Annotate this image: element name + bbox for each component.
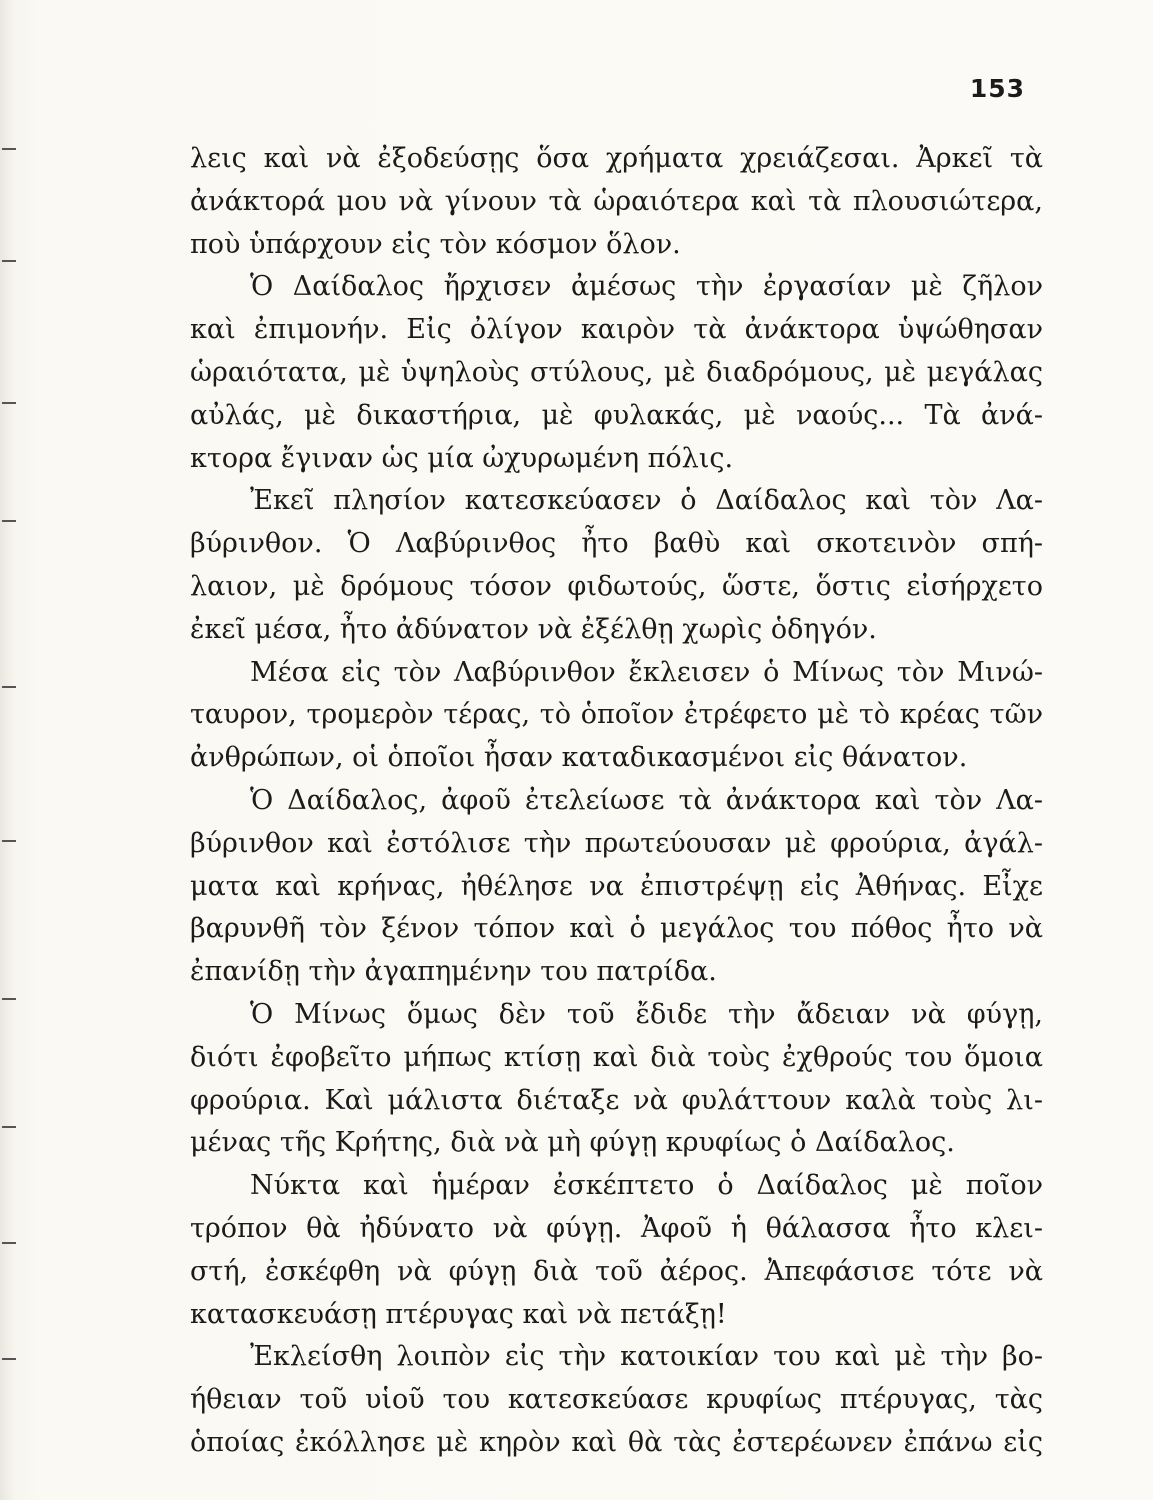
page-number: 153: [969, 74, 1025, 103]
text-line: Ὁ Δαίδαλος ἤρχισεν ἀμέσως τὴν ἐργασίαν μὲ ζῆλον: [250, 271, 1043, 303]
text-line: βύρινθον καὶ ἐστόλισε τὴν πρωτεύουσαν μὲ φρούρια, ἀγάλ-: [190, 827, 1043, 859]
text-line: Ἐκεῖ πλησίον κατεσκεύασεν ὁ Δαίδαλος καὶ τὸν Λα-: [250, 485, 1043, 517]
text-line: μένας τῆς Κρήτης, διὰ νὰ μὴ φύγῃ κρυφίως ὁ Δαίδαλος.: [190, 1127, 955, 1159]
text-line: λαιον, μὲ δρόμους τόσον φιδωτούς, ὥστε, ὅστις εἰσήρχετο: [190, 570, 1043, 602]
text-line: βαρυνθῆ τὸν ξένον τόπον καὶ ὁ μεγάλος του πόθος ἦτο νὰ: [190, 913, 1043, 945]
text-line: Νύκτα καὶ ἡμέραν ἐσκέπτετο ὁ Δαίδαλος μὲ ποῖον: [250, 1170, 1043, 1202]
text-line: ήθειαν τοῦ υἱοῦ του κατεσκεύασε κρυφίως πτέρυγας, τὰς: [190, 1384, 1043, 1416]
text-line: βύρινθον. Ὁ Λαβύρινθος ἦτο βαθὺ καὶ σκοτεινὸν σπή-: [190, 528, 1043, 560]
text-line: ἐκεῖ μέσα, ἦτο ἀδύνατον νὰ ἐξέλθῃ χωρὶς ὁδηγόν.: [190, 613, 877, 645]
text-line: ταυρον, τρομερὸν τέρας, τὸ ὁποῖον ἐτρέφετο μὲ τὸ κρέας τῶν: [190, 699, 1043, 731]
text-line: αὐλάς, μὲ δικαστήρια, μὲ φυλακάς, μὲ ναούς... Τὰ ἀνά-: [190, 399, 1043, 431]
text-line: ποὺ ὑπάρχουν εἰς τὸν κόσμον ὅλον.: [190, 228, 681, 260]
text-line: στή, ἐσκέφθη νὰ φύγῃ διὰ τοῦ ἀέρος. Ἀπεφάσισε τότε νὰ: [190, 1255, 1043, 1287]
text-line: ὡραιότατα, μὲ ὑψηλοὺς στύλους, μὲ διαδρόμους, μὲ μεγάλας: [190, 356, 1043, 388]
binding-edge: [0, 120, 18, 1420]
text-line: λεις καὶ νὰ ἐξοδεύσῃς ὅσα χρήματα χρειάζεσαι. Ἀρκεῖ τὰ: [190, 143, 1043, 174]
text-line: τρόπον θὰ ἠδύνατο νὰ φύγῃ. Ἀφοῦ ἡ θάλασσα ἦτο κλει-: [190, 1212, 1043, 1244]
text-line: ματα καὶ κρήνας, ἠθέλησε να ἐπιστρέψῃ εἰς Ἀθήνας. Εἶχε: [190, 870, 1043, 902]
text-line: κατασκευάσῃ πτέρυγας καὶ νὰ πετάξῃ!: [190, 1298, 727, 1330]
text-line: ἐπανίδῃ τὴν ἀγαπημένην του πατρίδα.: [190, 956, 717, 988]
text-line: Μέσα εἰς τὸν Λαβύρινθον ἔκλεισεν ὁ Μίνως τὸν Μινώ-: [250, 656, 1043, 688]
text-line: καὶ ἐπιμονήν. Εἰς ὀλίγον καιρὸν τὰ ἀνάκτορα ὑψώθησαν: [190, 314, 1043, 346]
body-text: [190, 138, 1043, 1465]
text-line: ὁποίας ἐκόλλησε μὲ κηρὸν καὶ θὰ τὰς ἐστερέωνεν ἐπάνω εἰς: [190, 1426, 1043, 1458]
text-line: διότι ἐφοβεῖτο μήπως κτίσῃ καὶ διὰ τοὺς ἐχθρούς του ὅμοια: [190, 1041, 1043, 1073]
text-line: Ὁ Μίνως ὅμως δὲν τοῦ ἔδιδε τὴν ἄδειαν νὰ φύγῃ,: [250, 998, 1043, 1030]
text-line: φρούρια. Καὶ μάλιστα διέταξε νὰ φυλάττουν καλὰ τοὺς λι-: [190, 1084, 1043, 1116]
text-line: Ἐκλείσθη λοιπὸν εἰς τὴν κατοικίαν του καὶ μὲ τὴν βο-: [250, 1341, 1043, 1373]
text-line: ἀνθρώπων, οἱ ὁποῖοι ἦσαν καταδικασμένοι εἰς θάνατον.: [190, 742, 968, 774]
text-line: κτορα ἔγιναν ὡς μία ὠχυρωμένη πόλις.: [190, 442, 734, 474]
text-line: Ὁ Δαίδαλος, ἀφοῦ ἐτελείωσε τὰ ἀνάκτορα καὶ τὸν Λα-: [250, 784, 1043, 816]
text-line: ἀνάκτορά μου νὰ γίνουν τὰ ὡραιότερα καὶ τὰ πλουσιώτερα,: [190, 185, 1043, 217]
